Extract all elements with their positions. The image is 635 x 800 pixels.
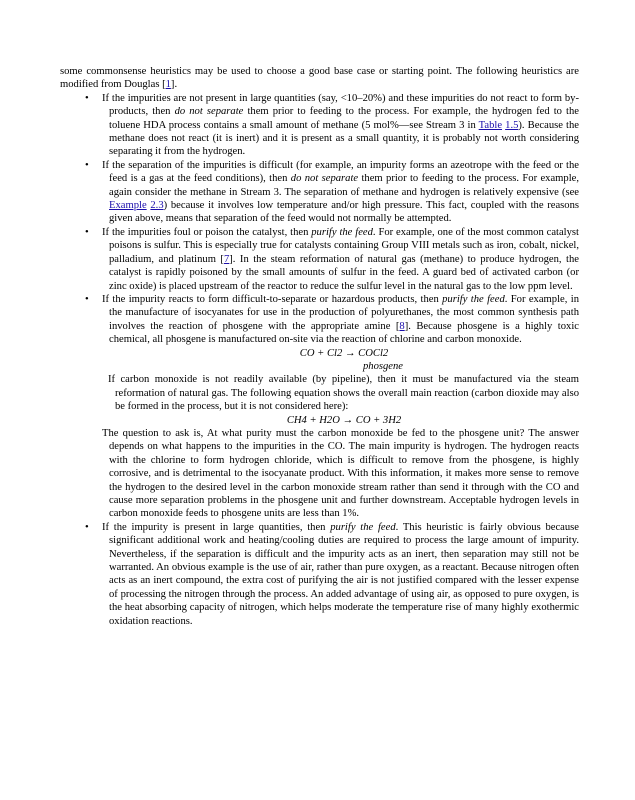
list-item xyxy=(60,226,579,293)
list-item xyxy=(60,521,579,628)
item-text: . For example, one of the most common catalyst poisons is sulfur. This is especially true for catalysts containing Group VIII metals such as iron, cobalt, nickel, palladium, and platinum [ xyxy=(109,226,579,265)
emphasis-text: purify the feed xyxy=(311,226,373,238)
list-item xyxy=(60,92,579,159)
emphasis-text: purify the feed xyxy=(330,521,396,533)
phosgene-label: phosgene xyxy=(362,360,403,372)
item-text: If the separation of the impurities is difficult (for example, an impurity forms an azeotrope with the feed or the feed is a gas at the feed conditions), then xyxy=(102,159,579,185)
intro-text-end: ]. xyxy=(170,79,178,91)
continuation-paragraph: If carbon monoxide is not readily available (by pipeline), then it must be manufactured via the steam reformation of natural gas. The following equation shows the overall main reaction (carbon dioxide may also be formed in the process, but it is not considered here): xyxy=(108,374,579,413)
ref-link-7[interactable]: 7 xyxy=(223,253,230,265)
emphasis-text: purify the feed xyxy=(442,293,505,305)
item-text: ). Because the methane does not react (it is inert) and it is present as a small quantity, it is probably not worth considering separating it from the hydrogen. xyxy=(109,119,579,158)
reformation-equation: CH4 + H2O → CO + 3H2 xyxy=(286,414,402,426)
bullet-icon: • xyxy=(85,521,89,533)
ref-link-1[interactable]: 1 xyxy=(165,79,171,91)
example-number-link[interactable]: 2.3 xyxy=(150,200,164,212)
heuristics-list xyxy=(60,92,579,628)
table-link[interactable]: Table xyxy=(478,119,503,131)
bullet-icon: • xyxy=(85,293,89,305)
item-text: ) because it involves low temperature and/or high pressure. This fact, coupled with the reasons given above, means that separation of the feed would not normally be attempted. xyxy=(109,200,579,225)
item-text: . For example, in the manufacture of isocyanates for use in the production of polyurethanes, the most common synthesis path involves the reaction of phosgene with the appropriate amine [ xyxy=(109,293,579,332)
ref-link-8[interactable]: 8 xyxy=(399,320,405,332)
item-text: If the impurity is present in large quantities, then xyxy=(102,521,331,533)
emphasis-text: do not separate xyxy=(290,173,359,185)
intro-paragraph xyxy=(60,65,579,92)
bullet-icon: • xyxy=(85,226,89,238)
bullet-icon: • xyxy=(85,92,89,104)
phosgene-equation: CO + Cl2 → COCl2 xyxy=(299,347,389,359)
bullet-icon: • xyxy=(85,159,89,171)
example-link[interactable]: Example xyxy=(109,200,147,212)
item-text: If the impurity reacts to form difficult-to-separate or hazardous products, then xyxy=(102,293,443,305)
continuation-paragraph: The question to ask is, At what purity must the carbon monoxide be fed to the phosgene unit? The answer depends on what happens to the impurities in the CO. The main impurity is hydrogen. The hydrogen reacts with the chlorine to form hydrogen chloride, which is difficult to remove from the phosgene, is highly corrosive, and is detrimental to the isocyanate product. With this information, it makes more sense to remove the hydrogen to the desired level in the carbon monoxide stream rather than send it through with the CO and cause more separation problems in the phosgene unit and further downstream. Acceptable hydrogen levels in carbon monoxide feeds to phosgene units are less than 1%. xyxy=(102,427,579,520)
table-number-link[interactable]: 1.5 xyxy=(505,119,519,131)
emphasis-text: do not separate xyxy=(174,106,244,118)
item-text: If the impurities foul or poison the catalyst, then xyxy=(102,226,312,238)
list-item xyxy=(60,159,579,226)
item-text: . This heuristic is fairly obvious because significant additional work and heating/cooling duties are required to process the large amount of impurity. Nevertheless, if the separation is difficult and the impurity acts as an inert, then separation may still not be warranted. An obvious example is the use of air, rather than pure oxygen, as a reactant. Because nitrogen often acts as an inert compound, the extra cost of purifying the air is not justified compared with the lesser expense of processing the nitrogen through the process. An added advantage of using air, as opposed to pure oxygen, is the heat absorbing capacity of nitrogen, which helps moderate the temperature rise of many highly exothermic oxidation reactions. xyxy=(109,521,579,627)
item-text: ]. In the steam reformation of natural gas (methane) to produce hydrogen, the catalyst is rapidly poisoned by the small amounts of sulfur in the feed. A guard bed of activated carbon (or zinc oxide) is placed upstream of the reactor to reduce the sulfur level in the natural gas to the low ppm level. xyxy=(109,253,580,292)
intro-text: some commonsense heuristics may be used to choose a good base case or starting point. The following heuristics are modified from Douglas [ xyxy=(60,66,579,91)
item-text: ]. Because phosgene is a highly toxic chemical, all phosgene is manufactured on-site via the reaction of chlorine and carbon monoxide. xyxy=(109,320,579,346)
item-text: If the impurities are not present in large quantities (say, <10–20%) and these impurities do not react to form by-products, then xyxy=(102,92,579,118)
list-item xyxy=(60,293,579,521)
document-page xyxy=(60,65,579,628)
item-text: them prior to feeding to the process. For example, the hydrogen fed to the toluene HDA process contains a small amount of methane (5 mol%—see Stream 3 in xyxy=(109,106,579,131)
item-text: them prior to feeding to the process. For example, again consider the methane in Stream 3. The separation of methane and hydrogen is relatively expensive (see xyxy=(109,173,580,198)
